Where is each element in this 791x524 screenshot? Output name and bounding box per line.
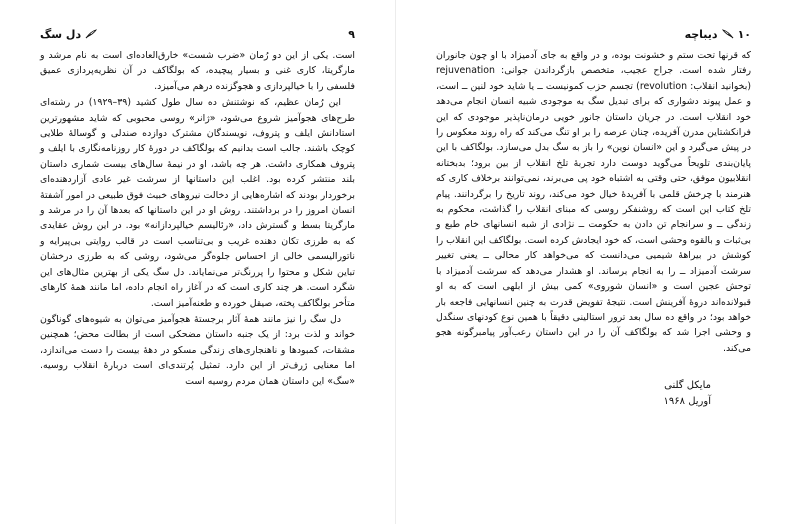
left-page — [0, 0, 395, 524]
paragraph: که قرنها تحت ستم و خشونت بوده، و در واقع به جای آدمیزاد با او چون جانوران رفتار شده است. جراح عجیب، متخصص بازگرداندن جوانی: rejuvenation (بخوانید انقلاب: revolution) تجسم حزب کمونیست ــ یا شاید خود لنین ــ است، و عمل پیوند دشواری که برای تبدیل سگ به موجودی شبیه انسان انجام می‌دهد خود انقلاب است. در جریان داستان جانور خویی درمان‌ناپذیر موجودی که این فرانکشتاین مدرن آفریده، چنان عرصه را بر او تنگ می‌کند که راه روند معکوس را در پیش می‌گیرد و این «انسان نوین» را باز به سگ بدل می‌سازد. بولگاکف با این پایان‌بندی تلویحاً می‌گوید دوست دارد تجربهٔ تلخ انقلاب از بین برود؛ بدبختانه انقلابیون موفق، حتی وقتی به اشتباه خود پی می‌برند، نمی‌توانند برخلاف کاری که هنرمند با چرخش قلمی با آفریدهٔ خیال خود می‌کند، روند تاریخ را برگردانند. پیام تلخ کتاب این است که روشنفکر روسی که مبنای انقلاب را گذاشت، محکوم به زندگی ــ و سرانجام تن دادن به حکومت ــ نژادی از شبه انسانهای خام طبع و بی‌ثبات و بالقوه وحشی است، که خود ایجادش کرده است. بولگاکف این انقلاب را کوشش در بیراههٔ شیمیی می‌دانست که می‌خواهد کار محالی ــ یعنی تغییر سرشت آدمیزاد ــ را به انجام برساند. او هشدار می‌دهد که سرشت آدمیزاد با توحش عجین است و «انسان شوروی» کمی بیش از ابلهی است که به او قبولانده‌اند دروهٔ آفرینش است. نتیجهٔ تفویض قدرت به چنین انسانهایی فاجعه بار خواهد بود؛ در واقع ده سال بعد ترور استالینی دقیقاً با همین نوع کودنهای سنگدل و وحشی اجرا شد که بولگاکف آن را در این داستان رعب‌آور پیامبرگونه هجو می‌کند. — [436, 50, 751, 354]
paragraph: دل سگ را نیز مانند همهٔ آثار برجستهٔ هجوآمیز می‌توان به شیوه‌های گوناگون خواند و لذت برد: از یک جنبه داستان مضحکی است از بطالت محض؛ همچنین مشقات، کمبودها و ناهنجاری‌های زندگی مسکو در دههٔ بیست را دست می‌اندازد، اما معنایی ژرف‌تر از این دارد. تمثیل پُرتندی‌ای است دربارهٔ انقلاب روسیه. «سگ» این داستان همان مردم روسیه است — [40, 313, 355, 387]
right-page — [396, 0, 791, 524]
quill-icon — [722, 29, 734, 39]
running-head-title — [40, 28, 97, 41]
running-head-title-text: دیباچه — [684, 27, 718, 41]
signature-name: مایکل گلنی — [664, 380, 711, 392]
signature-block — [436, 378, 751, 410]
paragraph: است. یکی از این دو رُمان «ضرب شست» خارق‌العاده‌ای است به نام مرشد و مارگریتا، کاری غنی و بسیار پیچیده، که بولگاکف در آن نظریه‌پردازی عمیق فلسفی را با خیالپردازی و هجوگزنده درهم می‌آمیزد. — [40, 50, 355, 92]
right-running-head — [436, 26, 751, 42]
paragraph: این رُمان عظیم، که نوشتنش ده سال طول کشید (۳۹–۱۹۲۹) در رشته‌ای طرح‌های هجوآمیز شروع می‌شود، «ژانر» روسی محبوبی که شاید مشهورترین استادانش ایلف و پتروف، نویسندگان مشترک دوازده صندلی و گوسالهٔ طلایی کوچک باشند. جالب است بدانیم که بولگاکف در دورهٔ کار روزنامه‌نگاری با ایلف و پتروف همکاری داشت. هر چه باشد، او در نیمهٔ سال‌های بیست شماری داستان بلند منتشر کرده بود. اغلب این داستانها از سرشت غیر عادی آزاردهنده‌ای برخوردار بودند که اشاره‌هایی از دخالت نیروهای خبیث فوق طبیعی در امور آشفتهٔ انسان امروز را در برداشتند. روش او در این داستانها که بعدها آن را در مرشد و مارگریتا بسط و گسترش داد، «رئالیسم خیالپردازانه» بود. در این روش عقایدی که به طرزی تکان دهنده غریب و بی‌تناسب است در قالب روایتی بی‌پیرایه و ناتورالیسمی خالی از احساس جلوه‌گر می‌شود، روشی که به طرزی درخشان تباین شکل و محتوا را پررنگ‌تر می‌نمایاند. دل سگ یکی از بهترین مثال‌های این شگرد است. هر چند کاری است که در آغاز راه انجام داده، اما مانند همهٔ کارهای متأخر بولگاکف پخته، صیقل خورده و طعنه‌آمیز است. — [40, 97, 355, 309]
page-number: ۱۰ — [737, 27, 751, 41]
page-number: ۹ — [348, 27, 355, 41]
running-head-title — [685, 28, 751, 41]
left-running-head — [40, 26, 355, 42]
signature-date: آوریل ۱۹۶۸ — [663, 396, 711, 408]
quill-icon — [85, 29, 97, 39]
running-head-title-text: دل سگ — [40, 27, 82, 41]
